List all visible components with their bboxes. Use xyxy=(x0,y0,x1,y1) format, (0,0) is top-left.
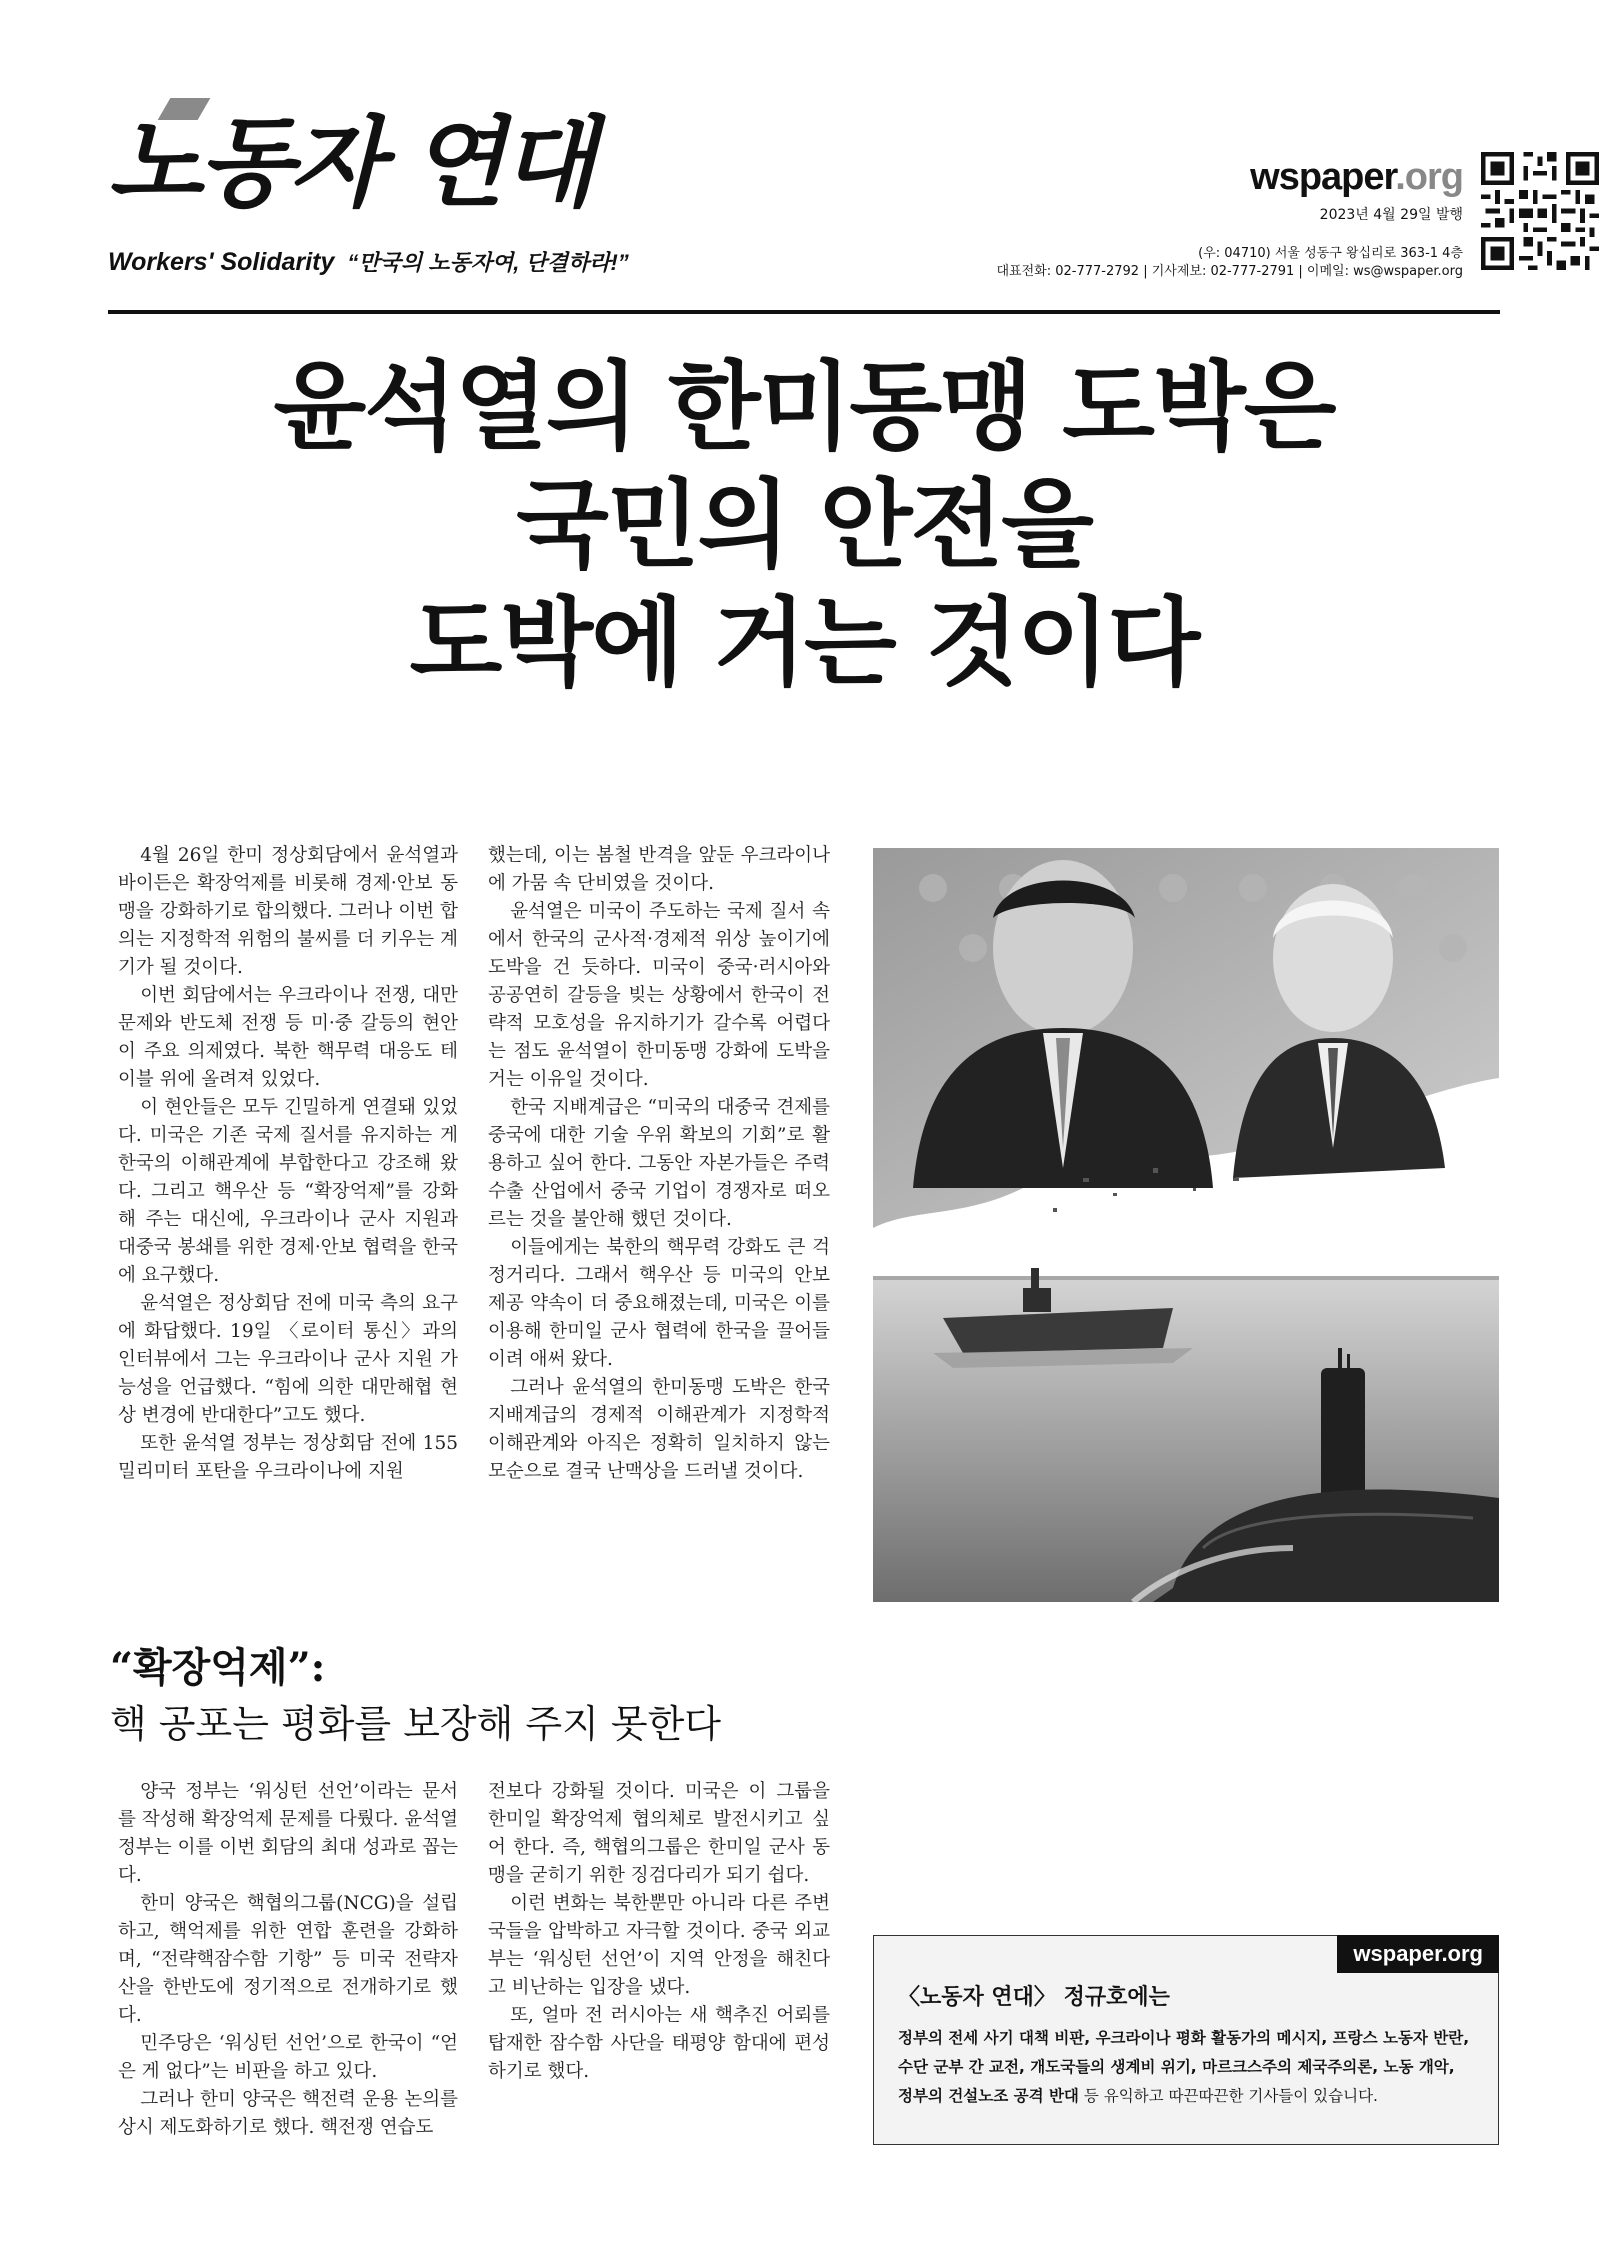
section-subhead xyxy=(110,1642,850,1750)
paragraph: 이번 회담에서는 우크라이나 전쟁, 대만 문제와 반도체 전쟁 등 미·중 갈등의 현안이 주요 의제였다. 북한 핵무력 대응도 테이블 위에 올려져 있었다. xyxy=(118,985,458,1090)
masthead xyxy=(108,104,1500,314)
contact-info: 대표전화: 02-777-2792 | 기사제보: 02-777-2791 | 이메일: ws@wspaper.org xyxy=(996,264,1463,279)
publication-date: 2023년 4월 29일 발행 xyxy=(1319,207,1463,223)
subhead-quote: “확장억제”: xyxy=(110,1644,326,1691)
promo-highlights: 정부의 전세 사기 대책 비판, 우크라이나 평화 활동가의 메시지, 프랑스 노동자 반란, 수단 군부 간 교전, 개도국들의 생계비 위기, 마르크스주의 제국주의론, 노동 개악, 정부의 건설노조 공격 반대 xyxy=(898,2029,1470,2105)
paragraph: 또한 윤석열 정부는 정상회담 전에 155밀리미터 포탄을 우크라이나에 지원 xyxy=(118,1433,458,1482)
paragraph: 윤석열은 미국이 주도하는 국제 질서 속에서 한국의 군사적·경제적 위상 높이기에 도박을 건 듯하다. 미국이 중국·러시아와 공공연히 갈등을 빚는 상황에서 한국이 전략적 모호성을 유지하기가 갈수록 어렵다는 점도 윤석열이 한미동맹 강화에 도박을 거는 이유일 것이다. xyxy=(488,901,830,1090)
paragraph: 한국 지배계급은 “미국의 대중국 견제를 중국에 대한 기술 우위 확보의 기회”로 활용하고 싶어 한다. 그동안 자본가들은 주력 수출 산업에서 중국 기업이 경쟁자로 떠오르는 것을 불안해 했던 것이다. xyxy=(488,1097,830,1230)
article2-column-1 xyxy=(118,1778,458,2142)
qr-code-icon[interactable] xyxy=(1481,152,1599,270)
slogan: “만국의 노동자여, 단결하라!” xyxy=(347,250,629,275)
slogan-row xyxy=(108,246,629,277)
promo-site-tag[interactable]: wspaper.org xyxy=(1337,1935,1499,1973)
paragraph: 또, 얼마 전 러시아는 새 핵추진 어뢰를 탑재한 잠수함 사단을 태평양 함대에 편성하기로 했다. xyxy=(488,2005,830,2082)
promo-title: 〈노동자 연대〉 정규호에는 xyxy=(898,1985,1170,2010)
masthead-divider xyxy=(108,310,1500,314)
headline-line-2: 국민의 안전을 xyxy=(516,469,1092,581)
paragraph: 이 현안들은 모두 긴밀하게 연결돼 있었다. 미국은 기존 국제 질서를 유지하는 게 한국의 이해관계에 부합한다고 강조해 왔다. 그리고 핵우산 등 “확장억제”를 강화해 주는 대신에, 우크라이나 군사 지원과 대중국 봉쇄를 위한 경제·안보 협력을 한국에 요구했다. xyxy=(118,1097,458,1286)
headline-line-3: 도박에 거는 것이다 xyxy=(409,587,1199,699)
paragraph: 했는데, 이는 봄철 반격을 앞둔 우크라이나에 가뭄 속 단비였을 것이다. xyxy=(488,845,830,894)
paragraph: 한미 양국은 핵협의그룹(NCG)을 설립하고, 핵억제를 위한 연합 훈련을 강화하며, “전략핵잠수함 기항” 등 미국 전략자산을 한반도에 정기적으로 전개하기로 했다. xyxy=(118,1893,458,2026)
news-photo-collage xyxy=(873,848,1499,1602)
paragraph: 양국 정부는 ‘워싱턴 선언’이라는 문서를 작성해 확장억제 문제를 다뤘다. 윤석열 정부는 이를 이번 회담의 최대 성과로 꼽는다. xyxy=(118,1781,458,1886)
newspaper-logo: 노동자 연대 xyxy=(108,107,592,221)
site-main: wspaper xyxy=(1250,156,1396,198)
paragraph: 민주당은 ‘워싱턴 선언’으로 한국이 “얻은 게 없다”는 비판을 하고 있다. xyxy=(118,2033,458,2082)
promo-tail: 등 유익하고 따끈따끈한 기사들이 있습니다. xyxy=(1078,2087,1378,2105)
address: (우: 04710) 서울 성동구 왕십리로 363-1 4층 xyxy=(1198,246,1463,261)
paragraph: 그러나 한미 양국은 핵전력 운용 논의를 상시 제도화하기로 했다. 핵전쟁 연습도 xyxy=(118,2089,458,2138)
paragraph: 이들에게는 북한의 핵무력 강화도 큰 걱정거리다. 그래서 핵우산 등 미국의 안보 제공 약속이 더 중요해졌는데, 미국은 이를 이용해 한미일 군사 협력에 한국을 끌어들이려 애써 왔다. xyxy=(488,1237,830,1370)
main-headline xyxy=(108,348,1500,702)
article2-column-2 xyxy=(488,1778,830,2086)
issue-promo-box xyxy=(873,1935,1499,2145)
logo-english: Workers' Solidarity xyxy=(108,248,335,276)
paragraph: 윤석열은 정상회담 전에 미국 측의 요구에 화답했다. 19일 〈로이터 통신〉과의 인터뷰에서 그는 우크라이나 군사 지원 가능성을 언급했다. “힘에 의한 대만해협 현상 변경에 반대한다”고도 했다. xyxy=(118,1293,458,1426)
paragraph: 4월 26일 한미 정상회담에서 윤석열과 바이든은 확장억제를 비롯해 경제·안보 동맹을 강화하기로 합의했다. 그러나 이번 합의는 지정학적 위험의 불씨를 더 키우는 계기가 될 것이다. xyxy=(118,845,458,978)
article1-column-1 xyxy=(118,842,458,1486)
subhead-title: 핵 공포는 평화를 보장해 주지 못한다 xyxy=(110,1702,722,1746)
website-link[interactable] xyxy=(1113,156,1463,199)
article1-column-2 xyxy=(488,842,830,1486)
paragraph: 이런 변화는 북한뿐만 아니라 다른 주변국들을 압박하고 자극할 것이다. 중국 외교부는 ‘워싱턴 선언’이 지역 안정을 해친다고 비난하는 입장을 냈다. xyxy=(488,1893,830,1998)
paragraph: 그러나 윤석열의 한미동맹 도박은 한국 지배계급의 경제적 이해관계가 지정학적 이해관계와 아직은 정확히 일치하지 않는 모순으로 결국 난맥상을 드러낼 것이다. xyxy=(488,1377,830,1482)
promo-body xyxy=(898,2024,1474,2111)
site-tld: .org xyxy=(1395,156,1463,198)
headline-line-1: 윤석열의 한미동맹 도박은 xyxy=(273,351,1335,463)
paragraph: 전보다 강화될 것이다. 미국은 이 그룹을 한미일 확장억제 협의체로 발전시키고 싶어 한다. 즉, 핵협의그룹은 한미일 군사 동맹을 굳히기 위한 징검다리가 되기 쉽다. xyxy=(488,1781,830,1886)
